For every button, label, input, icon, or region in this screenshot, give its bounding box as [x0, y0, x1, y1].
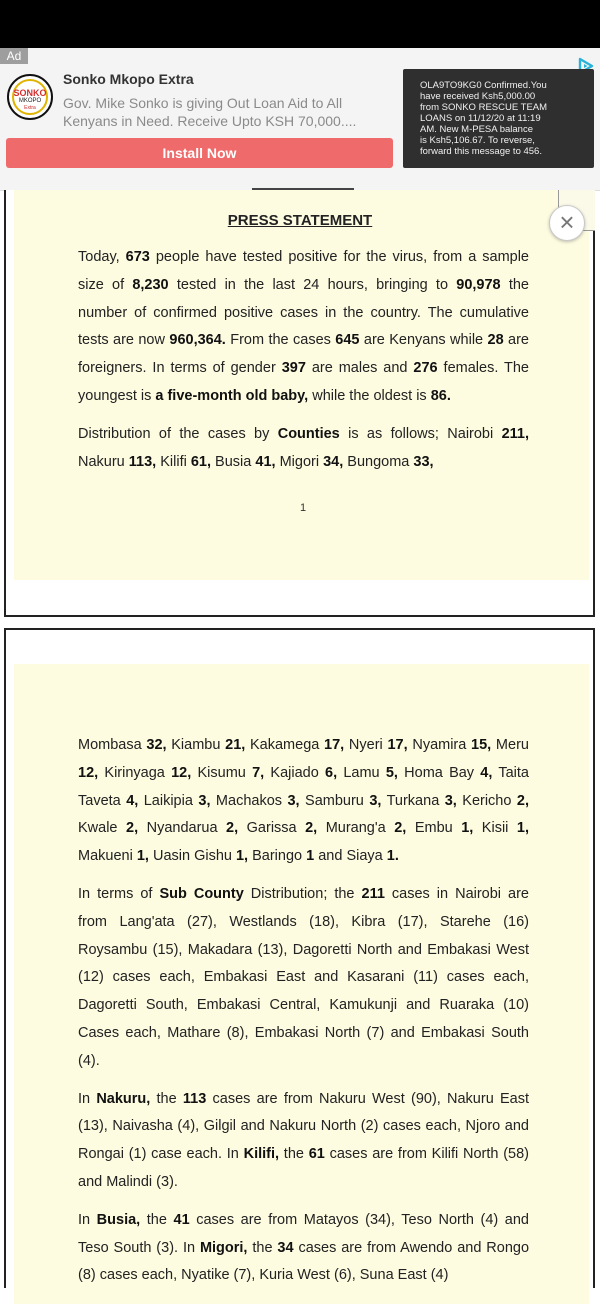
ad-sms-image[interactable] [403, 69, 594, 168]
text-segment: Nakuru [78, 453, 129, 470]
press-statement-heading: PRESS STATEMENT [227, 212, 373, 229]
bold-text: Sub County [159, 885, 244, 902]
bold-text: 12, [171, 764, 192, 781]
text-segment: people have tested positive for the virus, from a sample size of [78, 249, 529, 293]
text-segment: In terms of [78, 885, 160, 902]
text-segment: In [78, 1211, 97, 1228]
bold-text: 34 [277, 1239, 294, 1256]
bold-text: 2, [126, 820, 139, 837]
bold-text: 8,230 [132, 276, 169, 293]
status-bar [0, 0, 600, 48]
ad-banner[interactable] [0, 48, 600, 191]
text-segment: Mombasa [78, 737, 147, 753]
text-segment: Machakos [210, 792, 288, 809]
bold-text: 34, [323, 453, 344, 470]
bold-text: 6, [325, 764, 338, 781]
text-segment: Laikipia [138, 792, 199, 809]
install-now-button[interactable]: Install Now [6, 138, 393, 168]
bold-text: 960,364. [169, 332, 226, 349]
text-segment: Makueni [78, 848, 137, 865]
text-segment: the [279, 1146, 309, 1163]
bold-text: 276 [413, 360, 438, 377]
bold-text: 33, [413, 453, 434, 470]
bold-text: 12, [78, 764, 99, 781]
bold-text: 5, [385, 764, 398, 781]
text-segment: Kisii [473, 820, 517, 837]
text-segment: Embu [406, 820, 462, 837]
text-segment: Kilifi [156, 453, 191, 470]
text-segment: Nyandarua [138, 820, 227, 837]
page-number: 1 [299, 502, 307, 514]
ad-logo-text: SONKO [13, 88, 47, 98]
bold-text: Nakuru, [96, 1090, 151, 1107]
sms-line: AM. New M-PESA balance [420, 124, 533, 135]
paragraph-nakuru-kilifi [78, 1086, 529, 1197]
close-ad-button[interactable]: × [549, 205, 585, 241]
bold-text: 4, [480, 764, 493, 781]
bold-text: 28 [487, 332, 504, 349]
sms-line: is Ksh5,106.67. To reverse, [420, 135, 535, 146]
ad-logo-sub: MKOPO [18, 98, 42, 104]
bold-text: 211 [361, 885, 385, 902]
bold-text: 2, [394, 820, 407, 837]
text-segment: Samburu [299, 792, 370, 809]
bold-text: 1, [235, 848, 249, 865]
text-segment: are foreigners. In terms of gender [78, 332, 529, 377]
text-segment: Migori [275, 453, 324, 470]
bold-text: 3, [444, 792, 457, 809]
bold-text: Counties [277, 425, 340, 442]
bold-text: a five-month old baby, [155, 387, 309, 404]
text-segment: cases are from Kilifi North (58) and Malindi (3). [78, 1146, 529, 1190]
ad-sms-text [420, 80, 580, 157]
text-segment: Murang'a [317, 820, 395, 837]
bold-text: 41, [255, 453, 276, 470]
text-segment: Kwale [78, 820, 126, 837]
text-segment: Garissa [238, 820, 306, 837]
bold-text: 1, [136, 848, 149, 865]
paragraph-counties-cont [78, 732, 529, 871]
bold-text: 211, [501, 425, 529, 442]
text-segment: Nyeri [344, 737, 388, 753]
bold-text: Kilifi, [243, 1146, 280, 1163]
bold-text: 2, [226, 820, 239, 837]
text-segment: the number of confirmed positive cases in the country. The cumulative tests are now [78, 276, 529, 349]
sms-line: LOANS on 11/12/20 at 11:19 [420, 113, 541, 124]
text-segment: Kirinyaga [98, 764, 172, 781]
text-segment: are males and [305, 360, 414, 377]
paragraph-counties [78, 421, 529, 477]
ad-title[interactable]: Sonko Mkopo Extra [63, 71, 194, 87]
text-segment: are Kenyans while [359, 332, 488, 349]
bold-text: 1 [306, 848, 315, 865]
text-segment: females. The youngest is [78, 360, 529, 404]
text-segment: Turkana [381, 792, 445, 809]
text-segment: Today, [78, 249, 126, 265]
bold-text: 1. [386, 848, 399, 865]
bold-text: 645 [335, 332, 360, 349]
text-segment: cases in Nairobi are from Lang'ata (27), Westlands (18), Kibra (17), Starehe (16) Roysambu (15), Makadara (13), Dagoretti North and Embakasi West (12) cases each, Embakasi East and Kasarani (11) cases each, Dagoretti South, Embakasi Central, Kamukunji and Ruaraka (10) Cases each, Mathare (8), Embakasi North (7) and Embakasi South (4). [78, 885, 529, 1069]
text-segment: the [140, 1211, 174, 1228]
bold-text: 2, [516, 792, 529, 809]
text-segment: Kericho [456, 792, 517, 809]
sms-line: from SONKO RESCUE TEAM [420, 102, 548, 113]
text-segment: Kajiado [264, 764, 326, 781]
text-segment: is as follows; Nairobi [339, 425, 502, 442]
sms-line: OLA9TO9KG0 Confirmed.You [420, 80, 547, 91]
text-segment: Baringo [248, 848, 307, 865]
bold-text: Migori, [199, 1239, 248, 1256]
text-segment: the [247, 1239, 278, 1256]
bold-text: 17, [324, 737, 345, 753]
text-segment: Bungoma [343, 453, 414, 470]
text-segment: Distribution of the cases by [78, 425, 278, 442]
bold-text: 90,978 [456, 276, 501, 293]
text-segment: cases are from Nakuru West (90), Nakuru East (13), Naivasha (4), Gilgil and Nakuru North (2) cases each, Njoro and Rongai (1) case each. In [78, 1090, 529, 1163]
text-segment: From the cases [225, 332, 336, 349]
ad-body[interactable]: Gov. Mike Sonko is giving Out Loan Aid to All Kenyans in Need. Receive Upto KSH 70,000.... [63, 95, 357, 129]
text-segment: Distribution; the [243, 885, 362, 902]
text-segment: Taita Taveta [78, 764, 529, 809]
bold-text: 3, [287, 792, 300, 809]
bold-text: 21, [225, 737, 246, 753]
text-segment: and Siaya [314, 848, 387, 865]
text-segment: Homa Bay [397, 764, 481, 781]
bold-text: 1, [461, 820, 474, 837]
paragraph-intro [78, 244, 529, 411]
text-segment: Meru [491, 737, 529, 753]
bold-text: 673 [125, 249, 150, 265]
text-segment: Nyamira [407, 737, 472, 753]
text-segment: cases are from Awendo and Rongo (8) cases each, Nyatike (7), Kuria West (6), Suna East (4) [78, 1239, 530, 1284]
header-rule [252, 188, 354, 190]
bold-text: 397 [281, 360, 306, 377]
text-segment: the [150, 1090, 183, 1107]
paragraph-sub-county [78, 881, 529, 1076]
bold-text: 4, [126, 792, 139, 809]
text-segment: cases are from Matayos (34), Teso North (4) and Teso South (3). In [78, 1211, 529, 1256]
bold-text: 113 [182, 1090, 207, 1107]
bold-text: 86. [430, 387, 451, 404]
text-segment: tested in the last 24 hours, bringing to [168, 276, 457, 293]
sms-line: forward this message to 456. [420, 146, 542, 157]
text-segment: Kakamega [245, 737, 325, 753]
bold-text: 61, [190, 453, 212, 470]
bold-text: 17, [387, 737, 408, 753]
bold-text: Busia, [96, 1211, 141, 1228]
text-segment: while the oldest is [308, 387, 431, 404]
ad-logo[interactable] [7, 74, 53, 120]
bold-text: 1, [516, 820, 529, 837]
doc-block-2 [78, 732, 529, 1290]
bold-text: 3, [369, 792, 382, 809]
text-segment: Kiambu [166, 737, 226, 753]
bold-text: 32, [146, 737, 167, 753]
text-segment: In [78, 1090, 97, 1107]
sms-line: have received Ksh5,000.00 [420, 91, 536, 102]
doc-block-1 [78, 244, 529, 476]
text-segment: Uasin Gishu [148, 848, 236, 865]
bold-text: 15, [471, 737, 492, 753]
paragraph-busia-migori [78, 1207, 529, 1290]
bold-text: 7, [252, 764, 265, 781]
bold-text: 61 [308, 1146, 325, 1163]
ad-label: Ad [0, 48, 28, 64]
bold-text: 113, [128, 453, 157, 470]
bold-text: 2, [305, 820, 318, 837]
bold-text: 3, [198, 792, 211, 809]
text-segment: Kisumu [191, 764, 253, 781]
bold-text: 41 [173, 1211, 190, 1228]
text-segment: Lamu [337, 764, 386, 781]
ad-logo-sub2: Extra [24, 105, 36, 111]
text-segment: Busia [211, 453, 256, 470]
